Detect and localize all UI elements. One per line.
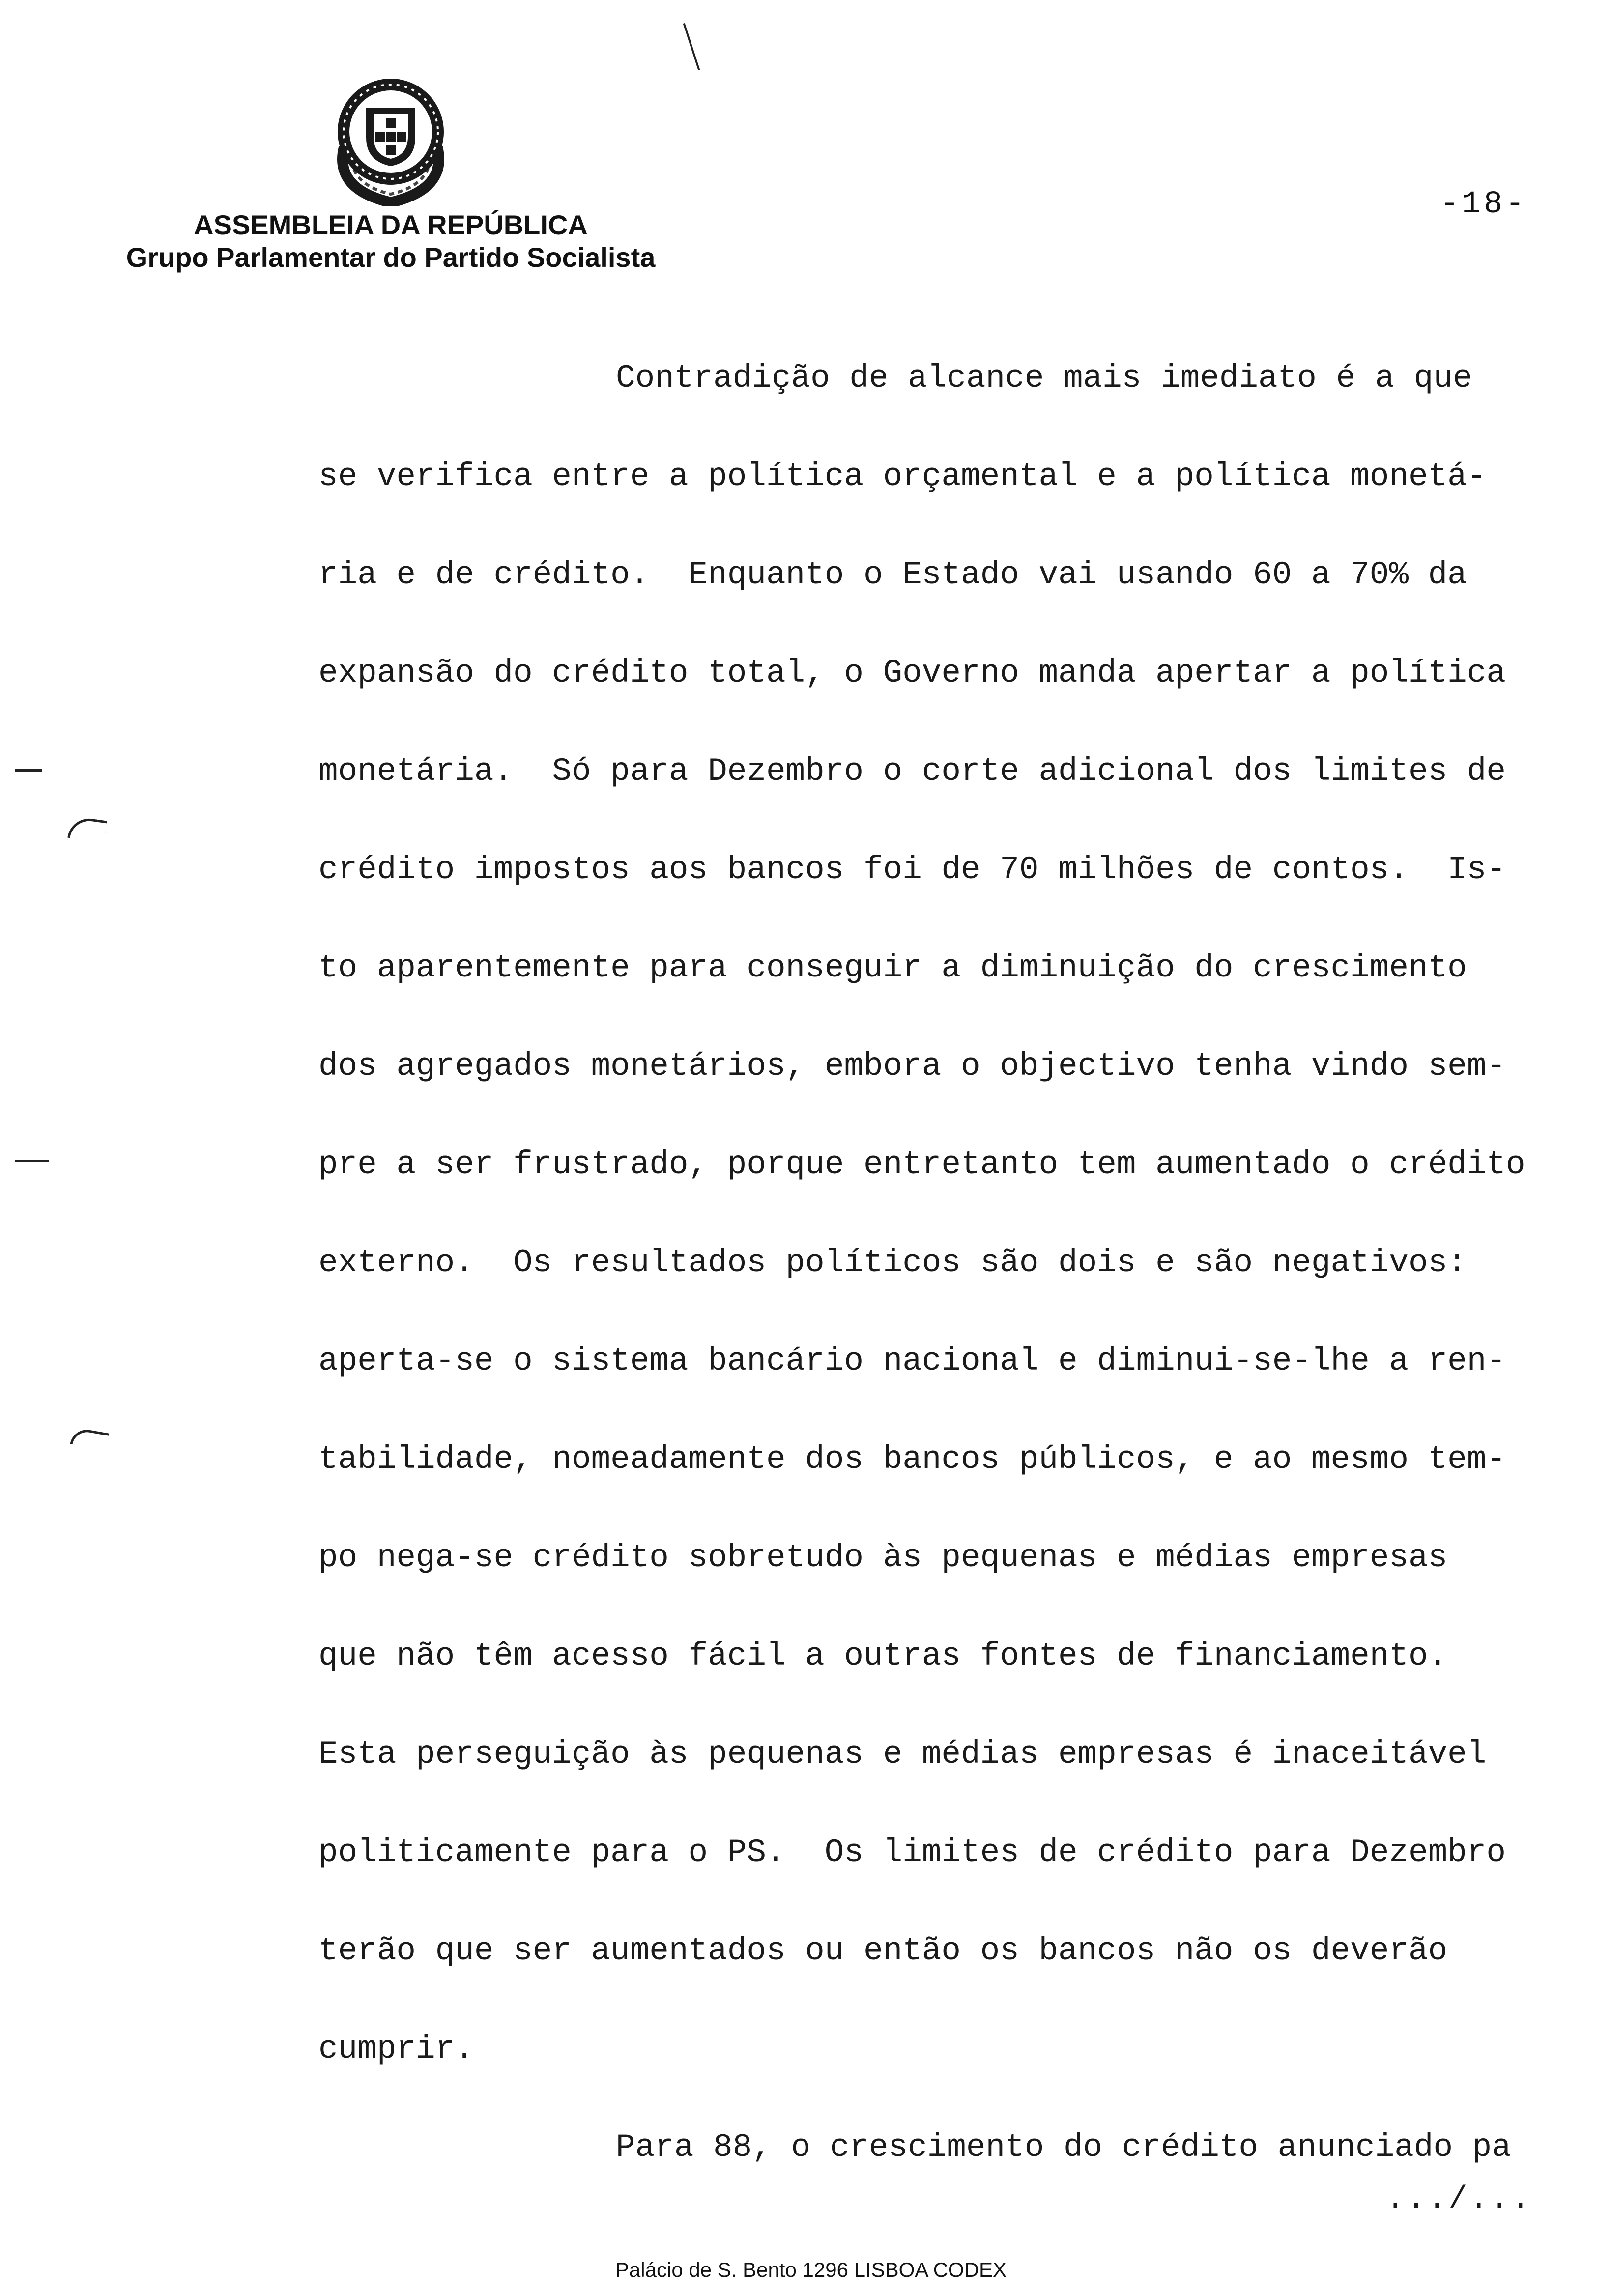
text-line: monetária. Só para Dezembro o corte adicional dos limites de (318, 753, 1506, 790)
margin-mark (15, 769, 42, 772)
text-line: tabilidade, nomeadamente dos bancos públicos, e ao mesmo tem- (318, 1441, 1506, 1478)
text-line: cumprir. (318, 2031, 474, 2067)
text-line: externo. Os resultados políticos são dois e são negativos: (318, 1244, 1467, 1281)
text-line: crédito impostos aos bancos foi de 70 milhões de contos. Is- (318, 851, 1506, 888)
text-line: Contradição de alcance mais imediato é a que (616, 360, 1472, 397)
text-line: que não têm acesso fácil a outras fontes de financiamento. (318, 1637, 1448, 1674)
hole-punch-mark (67, 816, 107, 843)
text-line: aperta-se o sistema bancário nacional e diminui-se-lhe a ren- (318, 1343, 1506, 1379)
text-line: po nega-se crédito sobretudo às pequenas e médias empresas (318, 1539, 1448, 1576)
scan-mark (683, 23, 700, 70)
continuation-marker: .../... (1386, 2182, 1532, 2217)
text-line: terão que ser aumentados ou então os bancos não os deverão (318, 1932, 1448, 1969)
body-text (318, 329, 1537, 2197)
text-line: Para 88, o crescimento do crédito anunciado pa (616, 2129, 1511, 2166)
footer-address: Palácio de S. Bento 1296 LISBOA CODEX (615, 2258, 1007, 2281)
letterhead (113, 209, 668, 274)
text-line: politicamente para o PS. Os limites de crédito para Dezembro (318, 1834, 1506, 1871)
page-number: -18- (1440, 187, 1527, 222)
parliamentary-group: Grupo Parlamentar do Partido Socialista (126, 242, 656, 273)
institution-name: ASSEMBLEIA DA REPÚBLICA (194, 209, 588, 240)
text-line: dos agregados monetários, embora o objectivo tenha vindo sem- (318, 1048, 1506, 1085)
coat-of-arms-icon (324, 74, 457, 206)
text-line: to aparentemente para conseguir a diminuição do crescimento (318, 949, 1467, 986)
text-line: Esta perseguição às pequenas e médias empresas é inaceitável (318, 1736, 1487, 1773)
text-line: se verifica entre a política orçamental e a política monetá- (318, 458, 1487, 495)
margin-mark (15, 1160, 49, 1162)
text-line: ria e de crédito. Enquanto o Estado vai usando 60 a 70% da (318, 556, 1467, 593)
hole-punch-mark (70, 1427, 110, 1450)
text-line: expansão do crédito total, o Governo manda apertar a política (318, 655, 1506, 691)
text-line: pre a ser frustrado, porque entretanto tem aumentado o crédito (318, 1146, 1526, 1183)
